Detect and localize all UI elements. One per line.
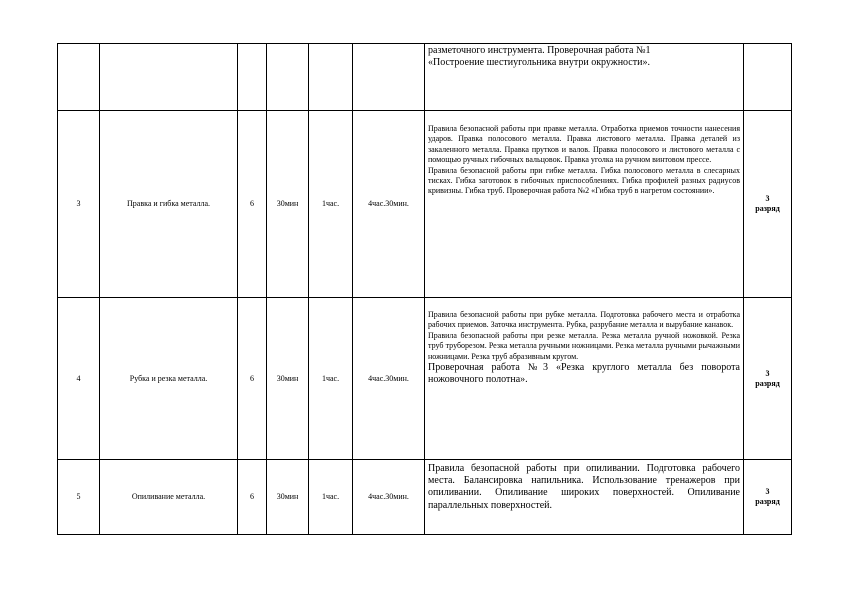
content-paragraph: «Построение шестиугольника внутри окружности».: [428, 57, 650, 69]
time-cell-2: 1час.: [309, 298, 353, 460]
time-cell-2: 1час.: [309, 111, 353, 298]
table-row: [58, 111, 792, 298]
content-cell: [425, 44, 744, 111]
content-cell: [425, 460, 744, 535]
content-paragraph: Правила безопасной работы при правке металла. Отработка приемов точности нанесения ударов. Правка полосового металла. Правка листового металла. Правка деталей из закаленного металла. Правка прутков и валов. Правка полосового и листового металла с помощью ручных гибочных вальцовок. Правка уголка на ручном винтовом прессе.: [428, 124, 740, 165]
curriculum-table: [57, 43, 792, 535]
row-number: 4: [58, 298, 100, 460]
row-number: [58, 44, 100, 111]
grade-number: 3: [765, 487, 770, 496]
hours-cell: [238, 44, 267, 111]
content-cell: [425, 111, 744, 298]
content-paragraph: разметочного инструмента. Проверочная работа №1: [428, 45, 651, 56]
grade-cell: [744, 298, 792, 460]
grade-label: разряд: [755, 497, 780, 506]
grade-number: 3: [765, 368, 770, 378]
content-paragraph: Правила безопасной работы при резке металла. Резка металла ручной ножовкой. Резка труб труборезом. Резка металла ручными ножницами. Резка металла ручными рычажными ножницами. Резка труб абразивным кругом.: [428, 330, 740, 361]
topic-cell: [100, 44, 238, 111]
content-cell: [425, 298, 744, 460]
grade-cell: [744, 460, 792, 535]
content-paragraph: Правила безопасной работы при опиливании. Подготовка рабочего места. Балансировка напильника. Использование тренажеров при опиливании. Опиливание широких поверхностей. Опиливание параллельных поверхностей.: [428, 463, 740, 511]
time-cell-3: 4час.30мин.: [353, 460, 425, 535]
topic-cell: Рубка и резка металла.: [100, 298, 238, 460]
hours-cell: 6: [238, 111, 267, 298]
time-cell-1: [267, 44, 309, 111]
hours-cell: 6: [238, 460, 267, 535]
row-number: 5: [58, 460, 100, 535]
grade-number: 3: [765, 194, 770, 203]
topic-cell: Опиливание металла.: [100, 460, 238, 535]
time-cell-2: 1час.: [309, 460, 353, 535]
time-cell-1: 30мин: [267, 460, 309, 535]
row-number: 3: [58, 111, 100, 298]
table-row: [58, 44, 792, 111]
topic-cell: Правка и гибка металла.: [100, 111, 238, 298]
content-paragraph: Проверочная работа №3 «Резка круглого металла без поворота ножовочного полотна».: [428, 362, 740, 386]
grade-label: разряд: [755, 204, 780, 213]
table-row: [58, 298, 792, 460]
time-cell-1: 30мин: [267, 298, 309, 460]
grade-cell: [744, 111, 792, 298]
grade-cell: [744, 44, 792, 111]
time-cell-3: [353, 44, 425, 111]
time-cell-2: [309, 44, 353, 111]
grade-label: разряд: [755, 378, 780, 388]
time-cell-3: 4час.30мин.: [353, 298, 425, 460]
table-row: [58, 460, 792, 535]
time-cell-3: 4час.30мин.: [353, 111, 425, 298]
content-paragraph: Правила безопасной работы при гибке металла. Гибка полосового металла в слесарных тисках. Гибка заготовок в гибочных приспособлениях. Гибка профилей разных радиусов кривизны. Гибка труб. Проверочная работа №2 «Гибка труб в нагретом состоянии».: [428, 165, 740, 196]
time-cell-1: 30мин: [267, 111, 309, 298]
hours-cell: 6: [238, 298, 267, 460]
content-paragraph: Правила безопасной работы при рубке металла. Подготовка рабочего места и отработка рабочих приемов. Заточка инструмента. Рубка, разрубание металла и вырубание канавок.: [428, 310, 740, 330]
